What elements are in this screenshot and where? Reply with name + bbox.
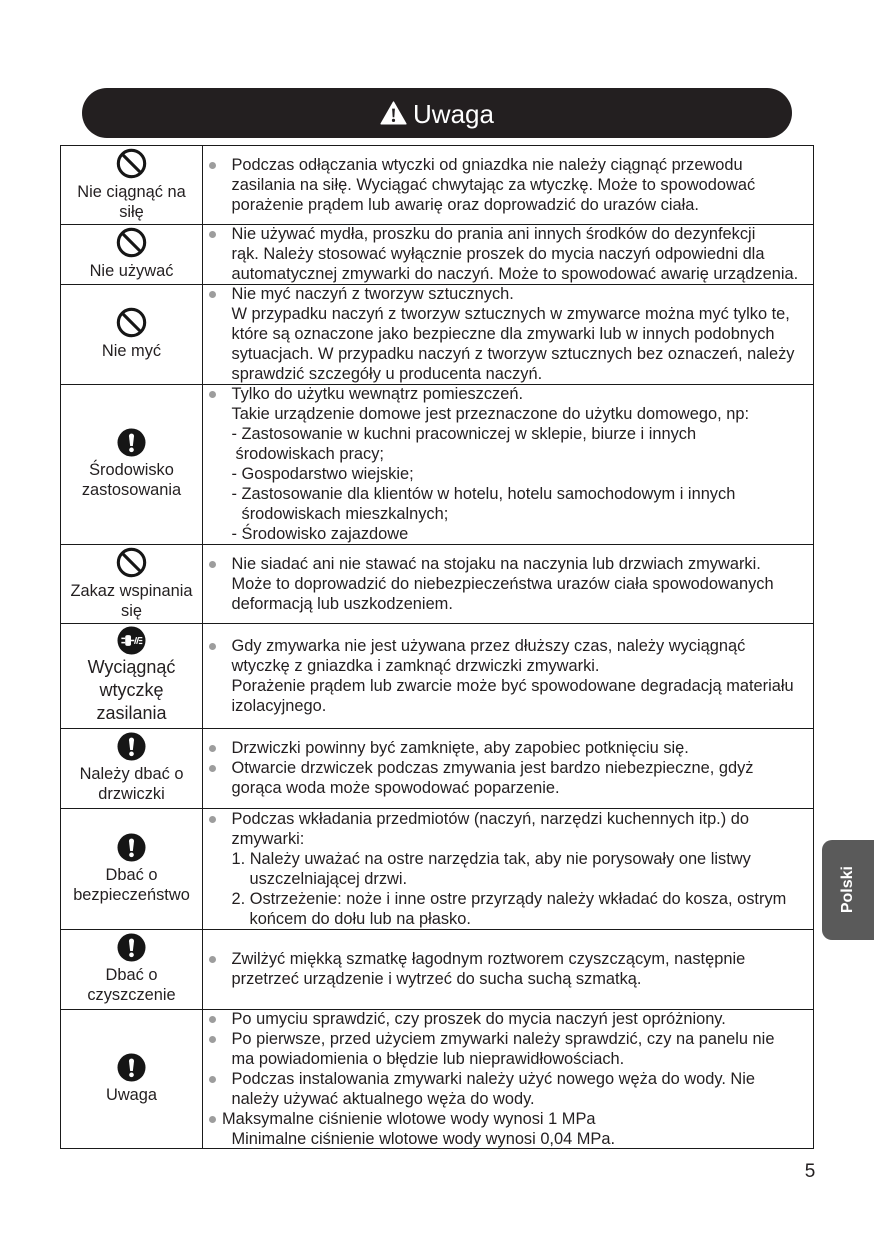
notice-text-cell bbox=[203, 809, 813, 929]
language-tab bbox=[822, 840, 874, 940]
notice-text-line: Nie siadać ani nie stawać na stojaku na naczynia lub drzwiach zmywarki. bbox=[203, 554, 813, 574]
notice-label bbox=[106, 1085, 157, 1105]
notice-text-cell bbox=[203, 146, 813, 224]
notice-label-cell bbox=[61, 624, 203, 728]
notice-text-cell bbox=[203, 225, 813, 284]
notice-row bbox=[61, 146, 813, 224]
notice-text-cell bbox=[203, 1010, 813, 1149]
notice-text-line: Maksymalne ciśnienie wlotowe wody wynosi 1 MPa bbox=[203, 1109, 813, 1129]
notice-label-line: Uwaga bbox=[105, 1085, 158, 1104]
notice-label-line: siłę bbox=[119, 202, 144, 221]
banner-title: Uwaga bbox=[413, 99, 494, 129]
notice-text-line: sytuacjach. W przypadku naczyń z tworzyw sztucznych bez oznaczeń, należy bbox=[231, 345, 795, 363]
notice-text-line: Podczas instalowania zmywarki należy użyć nowego węża do wody. Nie bbox=[203, 1069, 813, 1089]
notice-text-line: uszczelniającej drzwi. bbox=[249, 869, 408, 888]
notice-label-line: zastosowania bbox=[81, 481, 182, 499]
mandatory-exclamation-icon bbox=[117, 1053, 146, 1082]
notice-text-line: ma powiadomienia o błędzie lub nieprawidłowościach. bbox=[231, 1049, 625, 1068]
notice-label-line: Wyciągnąć bbox=[87, 657, 176, 677]
notice-label-cell bbox=[61, 1010, 203, 1149]
notice-label-line: czyszczenie bbox=[87, 986, 176, 1004]
notice-text-cell bbox=[203, 930, 813, 1009]
page-number: 5 bbox=[804, 1161, 816, 1182]
notice-row bbox=[61, 544, 813, 623]
notice-text-line: Gdy zmywarka nie jest używana przez dłuższy czas, należy wyciągnąć bbox=[203, 636, 813, 656]
notice-text-line: izolacyjnego. bbox=[231, 696, 327, 715]
notice-text-line: zasilania na siłę. Wyciągać chwytając za wtyczkę. Może to spowodować bbox=[231, 175, 756, 194]
notice-label-cell bbox=[61, 385, 203, 544]
notice-text-line: Minimalne ciśnienie wlotowe wody wynosi 0,04 MPa. bbox=[231, 1129, 616, 1148]
notice-text-line: końcem do dołu lub na płasko. bbox=[249, 909, 471, 928]
notice-text-line: porażenie prądem lub awarię oraz doprowadzić do urazów ciała. bbox=[231, 195, 699, 214]
notice-text-line: zmywarki: bbox=[231, 829, 305, 848]
notice-label-line: Dbać o bbox=[105, 966, 158, 984]
notice-label bbox=[87, 965, 175, 1005]
notice-text-line: Takie urządzenie domowe jest przeznaczone do użytku domowego, np: bbox=[231, 405, 750, 423]
notice-label-line: Nie ciągnąć na bbox=[77, 182, 186, 201]
notice-row bbox=[61, 929, 813, 1009]
mandatory-exclamation-icon bbox=[117, 428, 146, 457]
notice-text-line: Otwarcie drzwiczek podczas zmywania jest bardzo niebezpieczne, gdyż bbox=[203, 758, 813, 778]
notice-label-cell bbox=[61, 729, 203, 808]
notice-label-cell bbox=[61, 545, 203, 623]
notice-text-line: Nie myć naczyń z tworzyw sztucznych. bbox=[203, 284, 813, 304]
notice-text-line: należy używać aktualnego węża do wody. bbox=[231, 1089, 535, 1108]
notice-text-line: automatycznej zmywarki do naczyń. Może to spowodować awarię urządzenia. bbox=[231, 265, 799, 283]
notice-text-cell bbox=[203, 545, 813, 623]
notice-text-line: W przypadku naczyń z tworzyw sztucznych w zmywarce można myć tylko te, bbox=[231, 305, 790, 323]
notice-row bbox=[61, 1009, 813, 1149]
notice-text-line: - Zastosowanie w kuchni pracowniczej w sklepie, biurze i innych bbox=[231, 425, 697, 443]
notice-text-line: gorąca woda może spowodować poparzenie. bbox=[231, 779, 560, 797]
prohibition-icon bbox=[116, 547, 147, 578]
prohibition-icon bbox=[116, 227, 147, 258]
notice-text-cell bbox=[203, 385, 813, 544]
notice-text-line: Zwilżyć miękką szmatkę łagodnym roztworem czyszczącym, następnie bbox=[203, 949, 813, 969]
notice-label-line: wtyczkę bbox=[99, 680, 164, 700]
notice-text-line: Po pierwsze, przed użyciem zmywarki należy sprawdzić, czy na panelu nie bbox=[203, 1029, 813, 1049]
warning-triangle-icon bbox=[380, 101, 407, 125]
notice-label-line: Należy dbać o bbox=[79, 765, 184, 783]
notice-row bbox=[61, 284, 813, 384]
notice-text-cell bbox=[203, 729, 813, 808]
notice-text-line: wtyczkę z gniazdka i zamknąć drzwiczki zmywarki. bbox=[231, 656, 600, 675]
notice-row bbox=[61, 728, 813, 808]
notice-text-line: Porażenie prądem lub zwarcie może być spowodowane degradacją materiału bbox=[231, 676, 794, 695]
notice-text-line: - Gospodarstwo wiejskie; bbox=[231, 465, 414, 483]
notice-text-line: - Środowisko zajazdowe bbox=[231, 525, 409, 543]
notice-text-line: przetrzeć urządzenie i wytrzeć do sucha suchą szmatką. bbox=[231, 970, 642, 988]
notice-label-line: Zakaz wspinania bbox=[70, 581, 193, 600]
notice-label bbox=[80, 764, 184, 804]
notice-text-line: - Zastosowanie dla klientów w hotelu, hotelu samochodowym i innych bbox=[231, 485, 736, 503]
notice-text-line: rąk. Należy stosować wyłącznie proszek do mycia naczyń odpowiedni dla bbox=[231, 245, 765, 263]
notice-label-cell bbox=[61, 225, 203, 284]
notice-text-cell bbox=[203, 285, 813, 384]
notice-text-line: Nie używać mydła, proszku do prania ani innych środków do dezynfekcji bbox=[203, 224, 813, 244]
mandatory-exclamation-icon bbox=[117, 933, 146, 962]
notice-label-cell bbox=[61, 930, 203, 1009]
mandatory-exclamation-icon bbox=[117, 732, 146, 761]
notice-text-line: Tylko do użytku wewnątrz pomieszczeń. bbox=[203, 384, 813, 404]
notice-text-line: które są oznaczone jako bezpieczne dla zmywarki lub w innych podobnych bbox=[231, 325, 775, 343]
notice-label bbox=[73, 865, 190, 905]
notice-label-line: Nie myć bbox=[101, 342, 162, 360]
notice-text-line: środowiskach pracy; bbox=[235, 445, 384, 463]
notice-label bbox=[102, 341, 161, 361]
notice-label bbox=[88, 656, 176, 725]
notice-label-line: drzwiczki bbox=[98, 785, 165, 803]
notice-text-line: sprawdzić szczegóły u producenta naczyń. bbox=[231, 365, 543, 383]
notice-label-cell bbox=[61, 809, 203, 929]
unplug-icon bbox=[117, 626, 146, 655]
prohibition-icon bbox=[116, 307, 147, 338]
notice-label bbox=[77, 182, 185, 222]
notice-label bbox=[90, 261, 174, 281]
notice-label bbox=[70, 581, 192, 621]
notice-text-line: Podczas odłączania wtyczki od gniazdka nie należy ciągnąć przewodu bbox=[203, 155, 813, 175]
notice-label-line: zasilania bbox=[96, 703, 167, 723]
notice-text-line: deformacją lub uszkodzeniem. bbox=[231, 594, 453, 613]
notice-label-line: bezpieczeństwo bbox=[73, 885, 190, 904]
notice-row bbox=[61, 224, 813, 284]
notice-text-line: 2. Ostrzeżenie: noże i inne ostre przyrządy należy wkładać do kosza, ostrym bbox=[231, 889, 787, 908]
notice-text-line: Może to doprowadzić do niebezpieczeństwa urazów ciała spowodowanych bbox=[231, 574, 774, 593]
mandatory-exclamation-icon bbox=[117, 833, 146, 862]
notice-text-line: Drzwiczki powinny być zamknięte, aby zapobiec potknięciu się. bbox=[203, 738, 813, 758]
prohibition-icon bbox=[116, 148, 147, 179]
notice-text-cell bbox=[203, 624, 813, 728]
warning-banner bbox=[82, 88, 792, 138]
notice-label-line: Dbać o bbox=[105, 865, 158, 884]
notice-text-line: 1. Należy uważać na ostre narzędzia tak, aby nie porysowały one listwy bbox=[231, 849, 751, 868]
notice-text-line: Po umyciu sprawdzić, czy proszek do mycia naczyń jest opróżniony. bbox=[203, 1009, 813, 1029]
notice-label bbox=[82, 460, 181, 500]
notice-label-line: się bbox=[121, 601, 142, 620]
language-tab-label: Polski bbox=[839, 866, 856, 914]
notice-text-line: środowiskach mieszkalnych; bbox=[241, 505, 449, 523]
notice-label-line: Środowisko bbox=[89, 461, 174, 479]
notice-row bbox=[61, 808, 813, 929]
notice-row bbox=[61, 623, 813, 728]
notice-text-line: Podczas wkładania przedmiotów (naczyń, narzędzi kuchennych itp.) do bbox=[203, 809, 813, 829]
notice-row bbox=[61, 384, 813, 544]
notice-label-cell bbox=[61, 146, 203, 224]
safety-notice-table bbox=[60, 145, 814, 1149]
notice-label-line: Nie używać bbox=[89, 262, 174, 280]
notice-label-cell bbox=[61, 285, 203, 384]
